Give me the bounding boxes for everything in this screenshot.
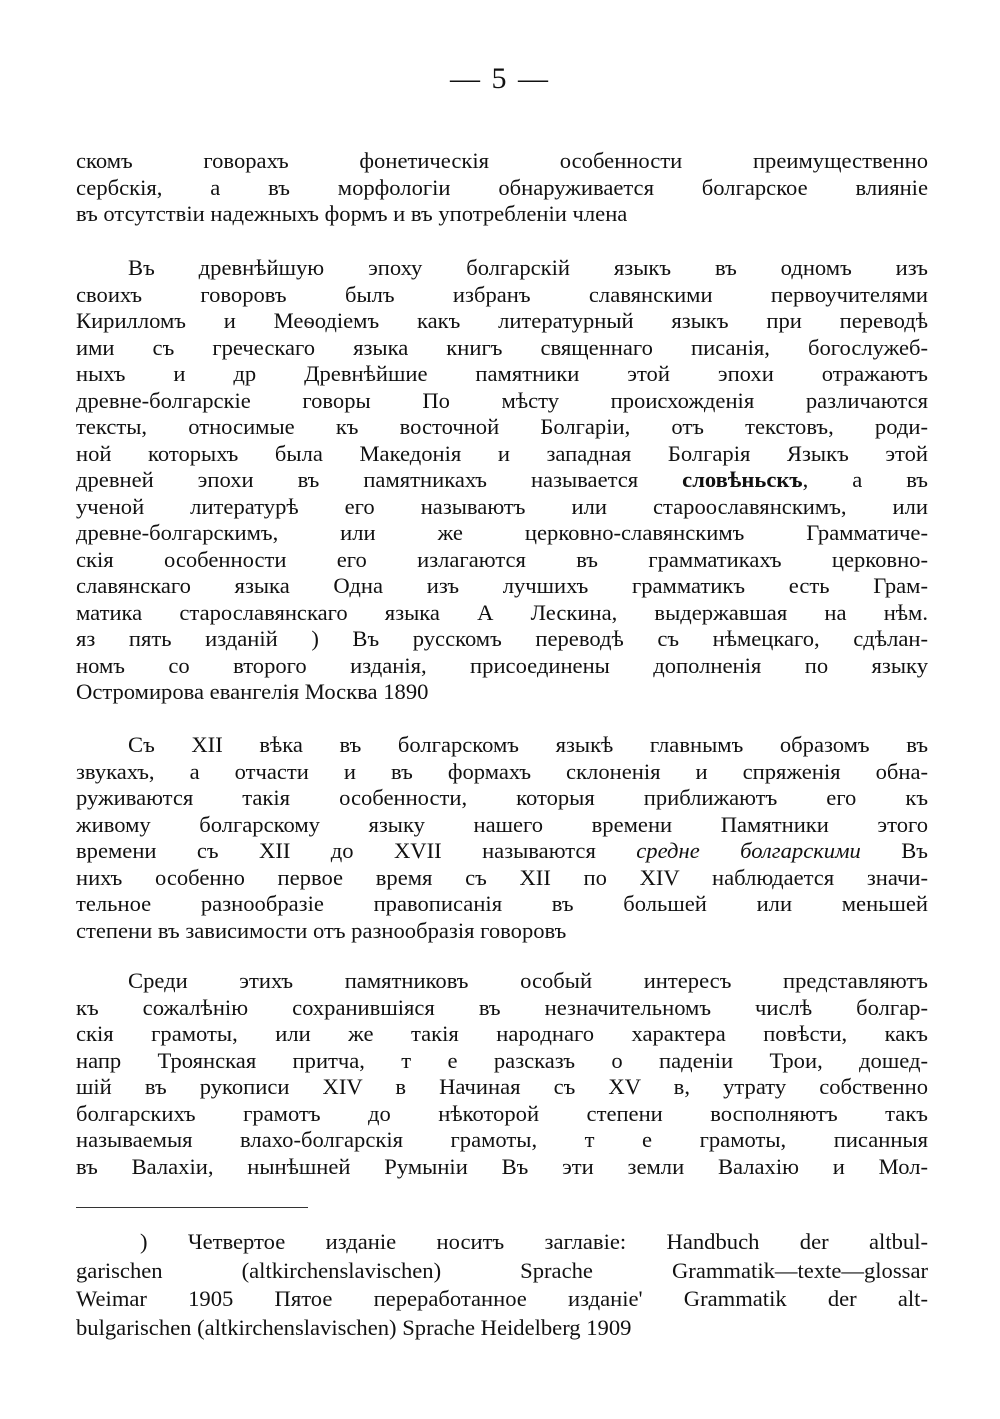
text-line: матика старославянскаго языка А Лескина, выдержавшая на нѣм. [76,599,928,625]
italic-term: средне болгарскими [636,838,861,863]
text-line: Въ древнѣйшую эпоху болгарскій языкъ въ одномъ изъ [128,255,928,280]
footnote-separator [76,1207,308,1208]
text-line: тексты, относимые къ восточной Болгаріи, отъ текстовъ, роди- [76,414,928,439]
text-line: скомъ говорахъ фонетическія особенности преимущественно [76,148,928,173]
text-line: ученой литературѣ его называютъ или староославянскимъ, или [76,493,928,519]
page-number: — 5 — [450,62,550,95]
text-line: древне-болгарскимъ, или же церковно-славянскимъ Грамматиче- [76,520,928,545]
footnote-line: garischen (altkirchenslavischen) Sprache Grammatik—texte—glossar [76,1257,928,1283]
paragraph-4 [76,968,928,1180]
text-line: скія особенности его излагаются въ грамматикахъ церковно- [76,546,928,572]
bold-term: словѣньскъ [682,467,803,492]
text-line: живому болгарскому языку нашего времени Памятники этого [76,811,928,837]
paragraph-1 [76,148,928,228]
text-line: къ сожалѣнію сохранившіяся въ незначительномъ числѣ болгар- [76,994,928,1020]
text-line: въ отсутствіи надежныхъ формъ и въ употребленіи члена [76,201,628,226]
text-line: въ Валахіи, нынѣшней Румыніи Въ эти земли Валахію и Мол- [76,1153,928,1179]
text-line: звукахъ, а отчасти и въ формахъ склоненія и спряженія обна- [76,758,928,784]
text-line: тельное разнообразіе правописанія въ большей или меньшей [76,891,928,916]
text-segment: времени съ XII до XVII называются [76,838,596,863]
text-line: ной которыхъ была Македонія и западная Болгарія Языкъ этой [76,440,928,466]
text-line: славянскаго языка Одна изъ лучшихъ грамматикъ есть Грам- [76,573,928,598]
text-line [76,467,928,494]
text-line: называемыя влахо-болгарскія грамоты, т е грамоты, писанныя [76,1127,928,1152]
text-line: степени въ зависимости отъ разнообразія говоровъ [76,917,567,943]
text-line: Остромирова евангелія Москва 1890 [76,679,429,704]
text-line: яз пять изданій ) Въ русскомъ переводѣ съ нѣмецкаго, сдѣлан- [76,626,928,651]
text-line: своихъ говоровъ былъ избранъ славянскими первоучителями [76,281,928,307]
footnote-line: Weimar 1905 Пятое переработанное изданіе' Grammatik der alt- [76,1286,928,1311]
footnote-line: ) Четвертое изданіе носитъ заглавіе: Handbuch der altbul- [140,1229,928,1254]
text-segment: , а въ [802,467,928,492]
text-segment: Въ [901,838,928,863]
text-line: шій въ рукописи XIV в Начиная съ XV в, утрату собственно [76,1074,928,1099]
footnote [76,1228,928,1342]
paragraph-3 [76,732,928,944]
text-line: древне-болгарскіе говоры По мѣсту происхожденія различаются [76,387,928,413]
text-line [76,838,928,865]
text-line: ныхъ и др Древнѣйшие памятники этой эпохи отражаютъ [76,361,928,386]
text-line: Кирилломъ и Меѳодіемъ какъ литературный языкъ при переводѣ [76,308,928,333]
text-line: номъ со второго изданія, присоединены дополненія по языку [76,652,928,678]
text-line: Съ XII вѣка въ болгарскомъ языкѣ главнымъ образомъ въ [128,732,928,757]
text-segment: древней эпохи въ памятникахъ называется [76,467,639,492]
text-line: нихъ особенно первое время съ XII по XIV наблюдается значи- [76,864,928,890]
text-line: напр Троянская притча, т е разсказъ о паденіи Трои, дошед- [76,1047,928,1073]
text-line: Среди этихъ памятниковъ особый интересъ представляютъ [128,968,928,993]
text-line: сербскія, а въ морфологіи обнаруживается болгарское влияніе [76,174,928,200]
text-line: руживаются такія особенности, которыя приближаютъ его къ [76,785,928,810]
paragraph-2 [76,255,928,706]
footnote-line: bulgarischen (altkirchenslavischen) Sprache Heidelberg 1909 [76,1314,632,1340]
text-line: скія грамоты, или же такія народнаго характера повѣсти, какъ [76,1021,928,1046]
text-line: ими съ греческаго языка книгъ священнаго писанія, богослужеб- [76,334,928,360]
text-line: болгарскихъ грамотъ до нѣкоторой степени восполняютъ такъ [76,1100,928,1126]
